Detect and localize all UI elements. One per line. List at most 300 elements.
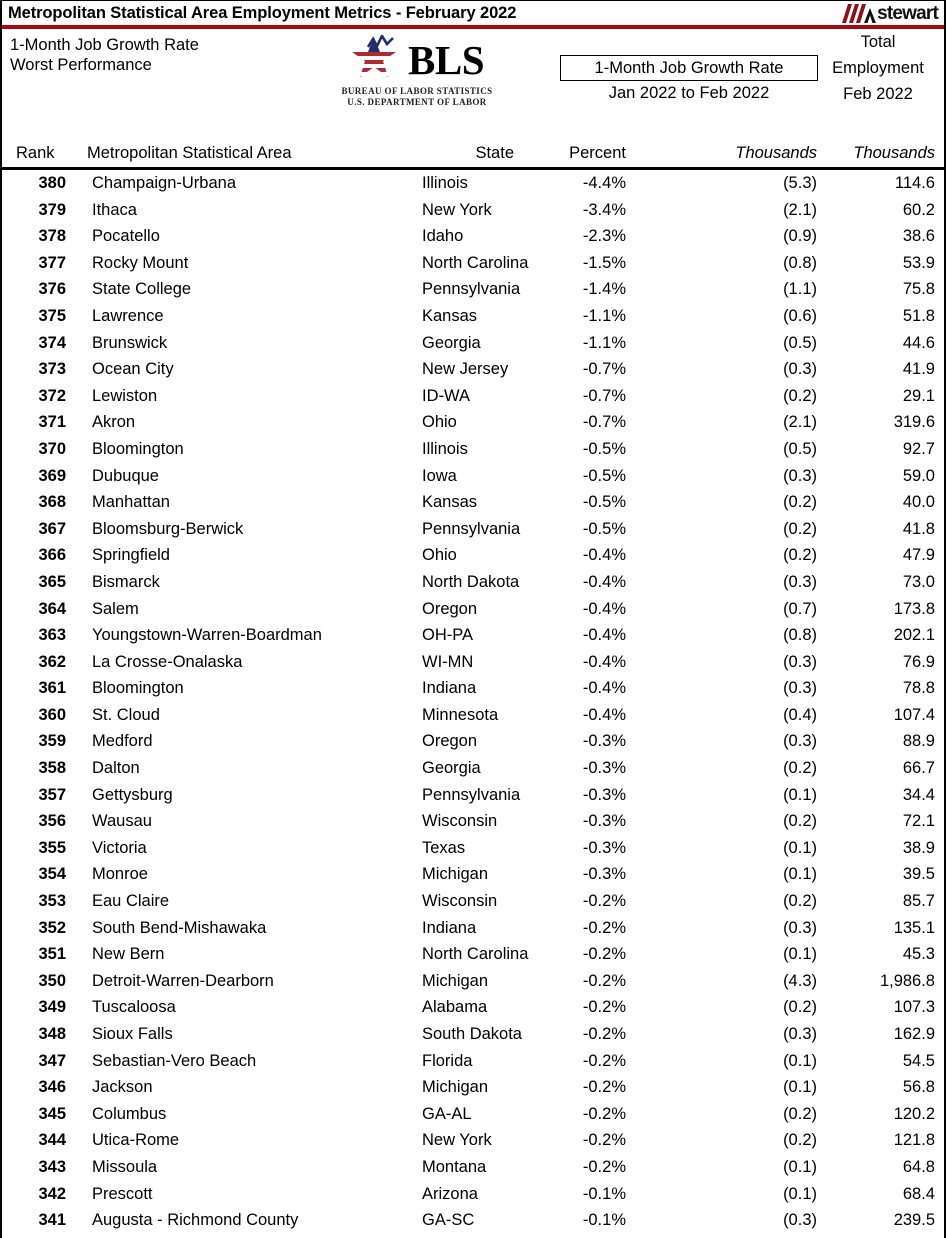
cell-percent: -0.5% — [582, 493, 626, 512]
cell-state: Wisconsin — [422, 892, 498, 911]
table-row — [2, 835, 944, 862]
cell-rank: 364 — [38, 599, 66, 618]
cell-state: GA-SC — [422, 1211, 475, 1230]
cell-total: 78.8 — [902, 679, 935, 698]
cell-percent: -0.4% — [582, 679, 626, 698]
table-row — [2, 782, 944, 809]
bls-tagline-line-1: BUREAU OF LABOR STATISTICS — [341, 86, 493, 96]
cell-percent: -0.3% — [582, 865, 626, 884]
cell-total: 41.8 — [902, 519, 935, 538]
cell-thousands: (0.9) — [783, 227, 817, 246]
cell-msa: State College — [92, 280, 192, 299]
cell-percent: -0.4% — [582, 705, 626, 724]
table-row — [2, 463, 944, 490]
cell-percent: -0.4% — [582, 599, 626, 618]
cell-msa: South Bend-Mishawaka — [92, 918, 267, 937]
cell-total: 51.8 — [902, 306, 935, 325]
table-row — [2, 994, 944, 1021]
cell-msa: Augusta - Richmond County — [92, 1211, 299, 1230]
cell-percent: -0.3% — [582, 812, 626, 831]
table-row — [2, 197, 944, 224]
cell-total: 1,986.8 — [879, 971, 935, 990]
cell-state: Ohio — [422, 413, 457, 432]
cell-total: 162.9 — [893, 1025, 935, 1043]
cell-thousands: (0.2) — [783, 546, 817, 565]
cell-msa: Salem — [92, 599, 139, 618]
cell-total: 202.1 — [893, 626, 935, 645]
table-row — [2, 516, 944, 543]
cell-total: 73.0 — [902, 572, 935, 591]
cell-rank: 373 — [38, 360, 66, 379]
table-row — [2, 250, 944, 277]
cell-rank: 352 — [38, 918, 66, 937]
cell-total: 60.2 — [902, 200, 935, 219]
table-row — [2, 649, 944, 676]
cell-percent: -0.3% — [582, 785, 626, 804]
cell-percent: -0.3% — [582, 759, 626, 778]
cell-msa: Dubuque — [92, 466, 159, 485]
cell-msa: Utica-Rome — [92, 1131, 180, 1150]
cell-state: Wisconsin — [422, 812, 498, 831]
cell-rank: 347 — [38, 1051, 66, 1070]
bls-star-icon — [350, 35, 402, 86]
cell-state: North Carolina — [422, 945, 529, 964]
cell-percent: -0.2% — [582, 892, 626, 911]
cell-thousands: (0.2) — [783, 386, 817, 405]
total-employment-line-3: Feb 2022 — [843, 85, 913, 103]
table-row — [2, 330, 944, 357]
cell-thousands: (0.3) — [783, 918, 817, 937]
cell-percent: -0.3% — [582, 732, 626, 751]
cell-total: 85.7 — [902, 892, 935, 911]
cell-rank: 380 — [38, 174, 66, 192]
cell-state: Kansas — [422, 306, 478, 325]
cell-total: 66.7 — [902, 759, 935, 778]
cell-rank: 343 — [38, 1157, 66, 1176]
cell-percent: -3.4% — [582, 200, 626, 219]
cell-rank: 361 — [38, 679, 66, 698]
cell-msa: Detroit-Warren-Dearborn — [92, 971, 274, 990]
total-employment-line-1: Total — [860, 33, 896, 51]
cell-rank: 372 — [38, 386, 66, 405]
cell-percent: -0.2% — [582, 1157, 626, 1176]
cell-thousands: (0.2) — [783, 1104, 817, 1123]
cell-thousands: (0.3) — [783, 1211, 817, 1230]
cell-state: Indiana — [422, 679, 477, 698]
cell-msa: Springfield — [92, 546, 170, 565]
cell-msa: Wausau — [92, 812, 152, 831]
cell-thousands: (0.1) — [783, 785, 817, 804]
cell-percent: -1.5% — [582, 253, 626, 272]
cell-state: GA-AL — [422, 1104, 472, 1123]
cell-rank: 356 — [38, 812, 66, 831]
cell-total: 44.6 — [902, 333, 935, 352]
table-row — [2, 1101, 944, 1128]
cell-msa: Gettysburg — [92, 785, 173, 804]
table-row — [2, 861, 944, 888]
cell-msa: Sebastian-Vero Beach — [92, 1051, 257, 1070]
cell-thousands: (0.2) — [783, 1131, 817, 1150]
cell-msa: Dalton — [92, 759, 140, 778]
cell-rank: 346 — [38, 1078, 66, 1097]
cell-total: 107.3 — [893, 998, 935, 1017]
cell-state: Michigan — [422, 865, 489, 884]
cell-total: 41.9 — [902, 360, 935, 379]
cell-rank: 351 — [38, 945, 66, 964]
table-row — [2, 1181, 944, 1208]
cell-msa: Pocatello — [92, 227, 160, 246]
cell-rank: 363 — [38, 626, 66, 645]
table-column-headers — [2, 141, 944, 167]
cell-total: 72.1 — [902, 812, 935, 831]
subtitle-line-1: 1-Month Job Growth Rate — [10, 36, 199, 54]
cell-percent: -0.4% — [582, 572, 626, 591]
table-row — [2, 675, 944, 702]
table-row — [2, 383, 944, 410]
cell-state: Illinois — [422, 439, 468, 458]
cell-percent: -0.1% — [582, 1184, 626, 1203]
cell-total: 120.2 — [893, 1104, 935, 1123]
table-body — [2, 170, 944, 1234]
cell-percent: -0.5% — [582, 519, 626, 538]
cell-msa: Victoria — [92, 838, 147, 857]
cell-msa: Rocky Mount — [92, 253, 189, 272]
page-title: Metropolitan Statistical Area Employment Metrics - February 2022 — [8, 3, 517, 22]
cell-rank: 358 — [38, 759, 66, 778]
table-row — [2, 569, 944, 596]
cell-msa: Eau Claire — [92, 892, 170, 911]
cell-msa: Medford — [92, 732, 153, 751]
cell-thousands: (0.3) — [783, 732, 817, 751]
cell-rank: 357 — [38, 785, 66, 804]
cell-rank: 365 — [38, 572, 66, 591]
cell-thousands: (0.6) — [783, 306, 817, 325]
cell-rank: 345 — [38, 1104, 66, 1123]
cell-total: 53.9 — [902, 253, 935, 272]
cell-percent: -0.4% — [582, 626, 626, 645]
cell-thousands: (2.1) — [783, 413, 817, 432]
cell-thousands: (0.7) — [783, 599, 817, 618]
subtitle-line-2: Worst Performance — [10, 56, 152, 74]
cell-msa: St. Cloud — [92, 705, 160, 724]
cell-thousands: (0.5) — [783, 439, 817, 458]
cell-state: North Carolina — [422, 253, 529, 272]
cell-thousands: (0.1) — [783, 838, 817, 857]
cell-msa: Bloomington — [92, 439, 184, 458]
cell-state: Minnesota — [422, 705, 499, 724]
cell-msa: New Bern — [92, 945, 165, 964]
cell-msa: Brunswick — [92, 333, 168, 352]
cell-state: New Jersey — [422, 360, 509, 379]
cell-total: 114.6 — [894, 174, 935, 192]
table-row — [2, 1021, 944, 1048]
cell-total: 319.6 — [893, 413, 935, 432]
total-employment-line-2: Employment — [832, 59, 924, 77]
cell-rank: 342 — [38, 1184, 66, 1203]
cell-rank: 341 — [38, 1211, 66, 1230]
cell-total: 64.8 — [902, 1157, 935, 1176]
table-row — [2, 436, 944, 463]
cell-thousands: (0.1) — [783, 1051, 817, 1070]
cell-total: 45.3 — [902, 945, 935, 964]
cell-total: 38.6 — [902, 227, 935, 246]
cell-state: Illinois — [422, 174, 468, 192]
cell-state: OH-PA — [422, 626, 474, 645]
cell-percent: -0.5% — [582, 466, 626, 485]
cell-thousands: (0.3) — [783, 572, 817, 591]
cell-state: North Dakota — [422, 572, 520, 591]
cell-rank: 362 — [38, 652, 66, 671]
cell-total: 239.5 — [893, 1211, 935, 1230]
cell-rank: 353 — [38, 892, 66, 911]
table-row — [2, 968, 944, 995]
cell-percent: -1.1% — [582, 306, 626, 325]
cell-total: 173.8 — [893, 599, 935, 618]
cell-percent: -0.7% — [582, 386, 626, 405]
cell-rank: 379 — [38, 200, 66, 219]
cell-msa: Youngstown-Warren-Boardman — [92, 626, 322, 645]
table-row — [2, 728, 944, 755]
cell-state: Iowa — [422, 466, 457, 485]
cell-state: Idaho — [422, 227, 464, 246]
cell-msa: Bismarck — [92, 572, 160, 591]
table-row — [2, 542, 944, 569]
cell-thousands: (0.2) — [783, 998, 817, 1017]
column-header-percent: Percent — [569, 144, 626, 162]
cell-total: 47.9 — [902, 546, 935, 565]
cell-msa: Manhattan — [92, 493, 170, 512]
cell-rank: 367 — [38, 519, 66, 538]
cell-thousands: (0.1) — [783, 1157, 817, 1176]
cell-thousands: (0.3) — [783, 360, 817, 379]
cell-state: Georgia — [422, 759, 481, 778]
cell-rank: 350 — [38, 971, 66, 990]
table-row — [2, 170, 944, 197]
cell-state: Ohio — [422, 546, 457, 565]
cell-state: Oregon — [422, 732, 478, 751]
bls-tagline — [332, 86, 502, 108]
cell-percent: -1.1% — [582, 333, 626, 352]
cell-percent: -0.7% — [582, 413, 626, 432]
cell-percent: -4.4% — [582, 174, 626, 192]
bls-logo-top — [332, 37, 502, 83]
cell-msa: Tuscaloosa — [92, 998, 176, 1017]
cell-msa: Akron — [92, 413, 136, 432]
cell-thousands: (0.1) — [783, 1078, 817, 1097]
cell-rank: 378 — [38, 227, 66, 246]
cell-rank: 359 — [38, 732, 66, 751]
column-header-msa: Metropolitan Statistical Area — [87, 144, 292, 162]
table-row — [2, 1074, 944, 1101]
cell-percent: -1.4% — [582, 280, 626, 299]
cell-rank: 344 — [38, 1131, 66, 1150]
cell-total: 135.1 — [893, 918, 935, 937]
table-row — [2, 941, 944, 968]
cell-total: 88.9 — [902, 732, 935, 751]
cell-thousands: (0.1) — [783, 1184, 817, 1203]
cell-total: 29.1 — [902, 386, 935, 405]
cell-percent: -0.5% — [582, 439, 626, 458]
cell-rank: 374 — [38, 333, 66, 352]
cell-msa: Sioux Falls — [92, 1025, 173, 1043]
cell-msa: La Crosse-Onalaska — [92, 652, 243, 671]
cell-msa: Champaign-Urbana — [92, 174, 236, 192]
cell-rank: 369 — [38, 466, 66, 485]
cell-msa: Bloomington — [92, 679, 184, 698]
table-row — [2, 915, 944, 942]
total-employment-column-group — [820, 29, 936, 107]
cell-rank: 349 — [38, 998, 66, 1017]
table-row — [2, 303, 944, 330]
cell-state: Michigan — [422, 971, 489, 990]
cell-total: 76.9 — [902, 652, 935, 671]
table-row — [2, 223, 944, 250]
cell-state: South Dakota — [422, 1025, 522, 1043]
cell-total: 34.4 — [902, 785, 935, 804]
cell-total: 56.8 — [902, 1078, 935, 1097]
cell-rank: 370 — [38, 439, 66, 458]
table-row — [2, 1154, 944, 1181]
cell-total: 59.0 — [902, 466, 935, 485]
cell-thousands: (0.8) — [783, 626, 817, 645]
table-row — [2, 276, 944, 303]
cell-percent: -0.4% — [582, 546, 626, 565]
column-header-state: State — [475, 144, 514, 162]
report-subtitle — [10, 35, 199, 75]
column-header-rank: Rank — [16, 144, 55, 162]
cell-state: Pennsylvania — [422, 519, 521, 538]
table-row — [2, 808, 944, 835]
cell-percent: -0.2% — [582, 971, 626, 990]
cell-msa: Prescott — [92, 1184, 153, 1203]
cell-thousands: (0.3) — [783, 652, 817, 671]
table-row — [2, 1127, 944, 1154]
cell-msa: Jackson — [92, 1078, 153, 1097]
cell-thousands: (0.8) — [783, 253, 817, 272]
stewart-logo — [838, 4, 940, 23]
cell-total: 40.0 — [902, 493, 935, 512]
cell-state: Alabama — [422, 998, 488, 1017]
cell-rank: 368 — [38, 493, 66, 512]
cell-thousands: (0.2) — [783, 519, 817, 538]
cell-thousands: (0.3) — [783, 466, 817, 485]
cell-state: Montana — [422, 1157, 487, 1176]
cell-rank: 376 — [38, 280, 66, 299]
cell-rank: 366 — [38, 546, 66, 565]
cell-state: Pennsylvania — [422, 785, 521, 804]
cell-state: Kansas — [422, 493, 478, 512]
cell-percent: -0.2% — [582, 1104, 626, 1123]
cell-percent: -0.2% — [582, 945, 626, 964]
cell-msa: Columbus — [92, 1104, 167, 1123]
cell-thousands: (5.3) — [783, 174, 817, 192]
cell-total: 107.4 — [893, 705, 935, 724]
report-header — [2, 29, 944, 141]
cell-thousands: (2.1) — [783, 200, 817, 219]
cell-state: Arizona — [422, 1184, 478, 1203]
column-header-total: Thousands — [853, 144, 935, 162]
cell-percent: -0.2% — [582, 1025, 626, 1043]
growth-rate-boxed-label: 1-Month Job Growth Rate — [560, 55, 818, 81]
table-row — [2, 489, 944, 516]
cell-thousands: (1.1) — [783, 280, 817, 299]
cell-thousands: (0.4) — [783, 705, 817, 724]
table-row — [2, 702, 944, 729]
cell-state: Texas — [422, 838, 466, 857]
bls-tagline-line-2: U.S. DEPARTMENT OF LABOR — [347, 97, 487, 107]
cell-percent: -0.7% — [582, 360, 626, 379]
cell-rank: 377 — [38, 253, 66, 272]
cell-state: Georgia — [422, 333, 481, 352]
cell-thousands: (0.2) — [783, 759, 817, 778]
table-row — [2, 755, 944, 782]
cell-thousands: (0.2) — [783, 493, 817, 512]
cell-state: Oregon — [422, 599, 478, 618]
table-row — [2, 1207, 944, 1234]
cell-msa: Lawrence — [92, 306, 164, 325]
table-row — [2, 1048, 944, 1075]
column-header-thousands: Thousands — [735, 144, 817, 162]
cell-msa: Ocean City — [92, 360, 174, 379]
table-row — [2, 596, 944, 623]
cell-thousands: (0.5) — [783, 333, 817, 352]
cell-total: 75.8 — [902, 280, 935, 299]
title-bar — [2, 1, 944, 25]
cell-rank: 354 — [38, 865, 66, 884]
cell-state: Pennsylvania — [422, 280, 521, 299]
growth-rate-date-range: Jan 2022 to Feb 2022 — [608, 84, 770, 102]
cell-thousands: (4.3) — [783, 971, 817, 990]
cell-thousands: (0.3) — [783, 1025, 817, 1043]
cell-percent: -0.2% — [582, 998, 626, 1017]
cell-percent: -0.4% — [582, 652, 626, 671]
cell-total: 92.7 — [902, 439, 935, 458]
cell-rank: 355 — [38, 838, 66, 857]
cell-rank: 360 — [38, 705, 66, 724]
cell-thousands: (0.3) — [783, 679, 817, 698]
cell-msa: Missoula — [92, 1157, 158, 1176]
table-row — [2, 888, 944, 915]
cell-thousands: (0.1) — [783, 945, 817, 964]
cell-state: ID-WA — [422, 386, 470, 405]
cell-percent: -0.2% — [582, 1131, 626, 1150]
cell-percent: -0.2% — [582, 918, 626, 937]
stewart-slashes-icon — [838, 4, 876, 23]
cell-percent: -0.2% — [582, 1078, 626, 1097]
cell-msa: Lewiston — [92, 386, 158, 405]
table-row — [2, 356, 944, 383]
bls-logo — [332, 37, 502, 108]
growth-rate-column-group — [560, 55, 818, 106]
cell-state: Indiana — [422, 918, 477, 937]
cell-thousands: (0.1) — [783, 865, 817, 884]
cell-rank: 371 — [38, 413, 66, 432]
cell-state: Michigan — [422, 1078, 489, 1097]
cell-percent: -2.3% — [582, 227, 626, 246]
cell-state: Florida — [422, 1051, 473, 1070]
cell-msa: Monroe — [92, 865, 148, 884]
cell-msa: Ithaca — [92, 200, 137, 219]
bls-wordmark: BLS — [408, 36, 484, 83]
table-row — [2, 622, 944, 649]
stewart-wordmark: stewart — [877, 2, 938, 24]
cell-total: 68.4 — [902, 1184, 935, 1203]
cell-percent: -0.2% — [582, 1051, 626, 1070]
cell-state: WI-MN — [422, 652, 474, 671]
cell-total: 38.9 — [902, 838, 935, 857]
cell-rank: 375 — [38, 306, 66, 325]
cell-rank: 348 — [38, 1025, 66, 1043]
